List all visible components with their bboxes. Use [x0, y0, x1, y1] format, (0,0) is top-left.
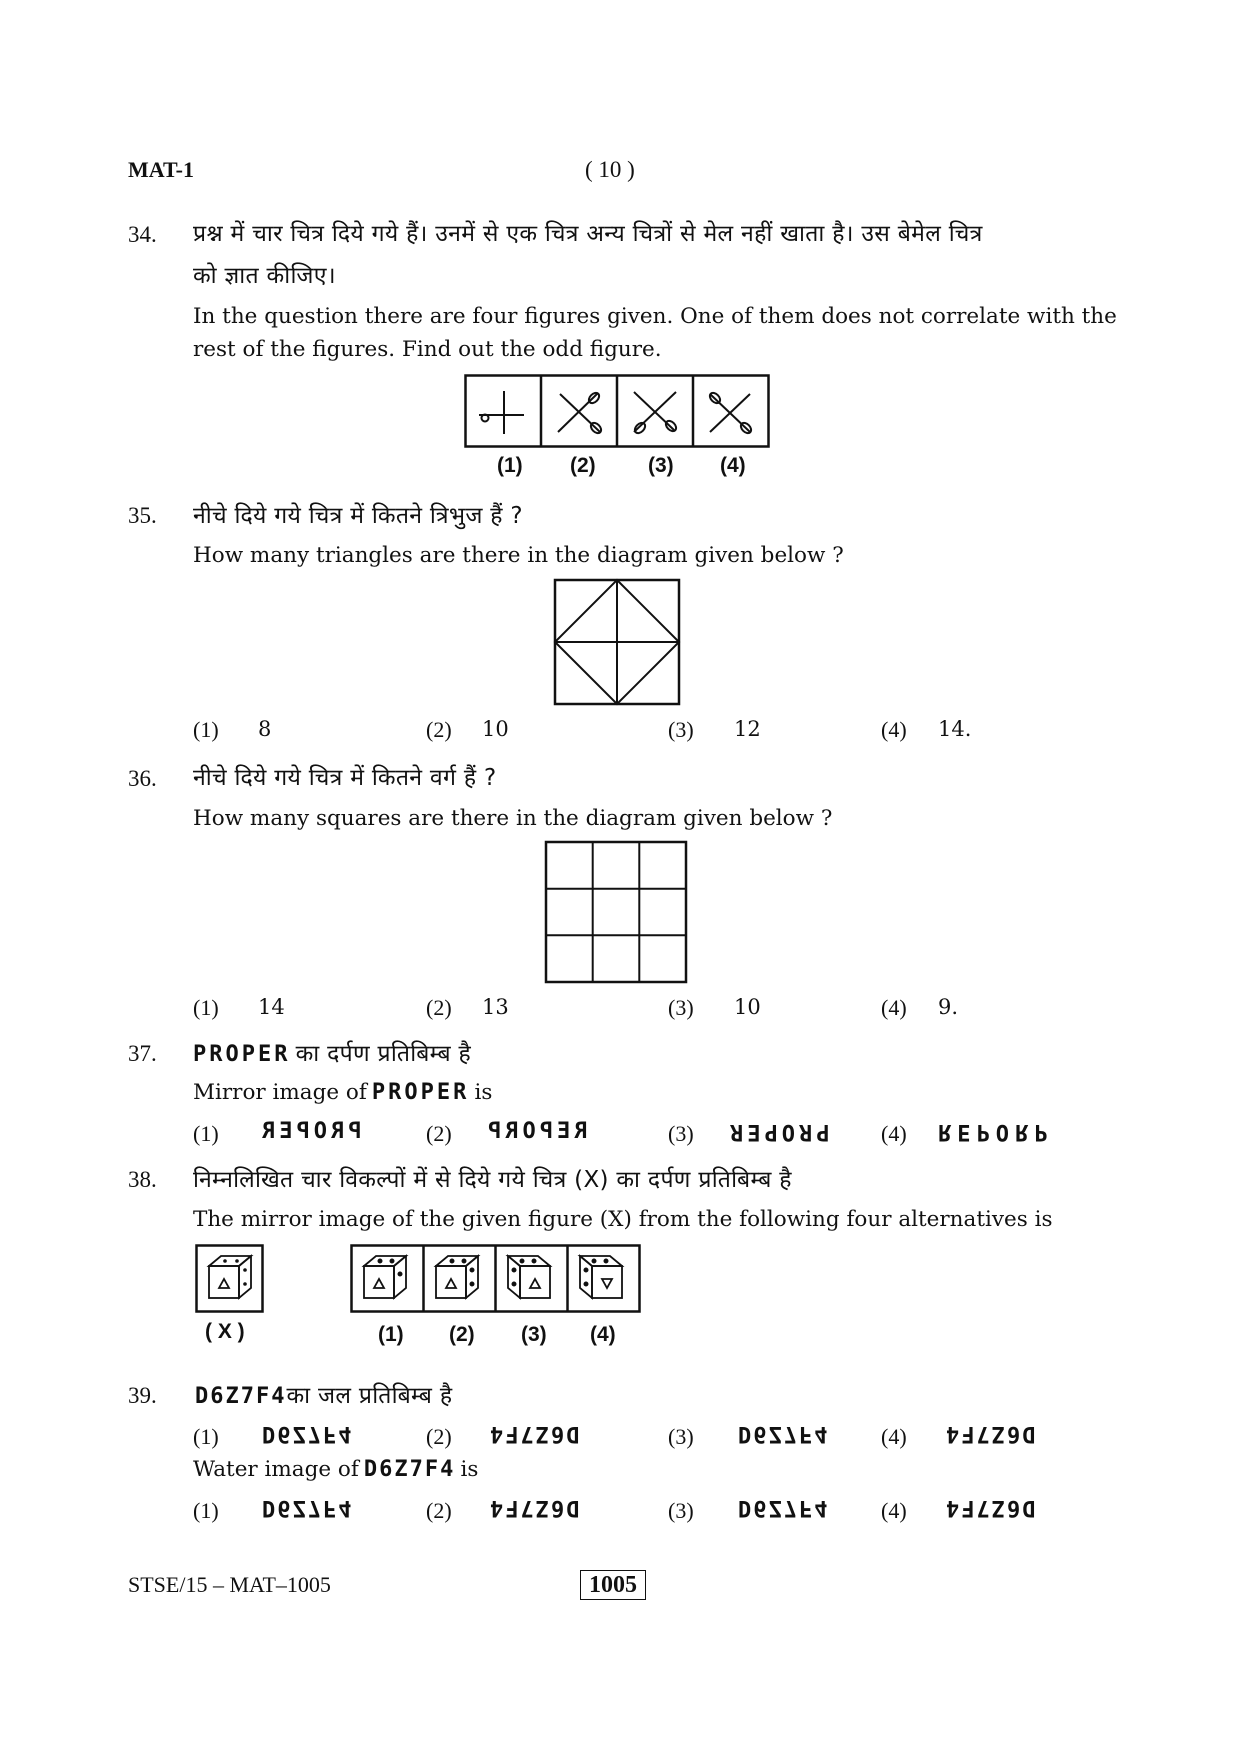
q39a-opt3-value: [738, 1421, 829, 1446]
q34-number: 34.: [128, 222, 157, 247]
q38-label-2: (2): [449, 1323, 475, 1346]
q39-hindi-suffix: का जल प्रतिबिम्ब है: [286, 1383, 453, 1409]
q37-opt2-value: [484, 1119, 587, 1144]
q37-opt2-text: REPORP: [484, 1119, 588, 1144]
q39b-opt4-value: [944, 1495, 1035, 1520]
q35-opt4-label: (4): [881, 717, 907, 742]
q39-hindi: [195, 1378, 452, 1410]
q38-number: 38.: [128, 1167, 157, 1192]
q35-opt2-value: 10: [482, 717, 509, 741]
q34-figure-3: [633, 392, 678, 435]
q34-label-1: (1): [497, 454, 523, 477]
q38-option-4: [580, 1256, 622, 1298]
q37-opt3-label: (3): [668, 1121, 694, 1146]
q39b-opt1-label: (1): [193, 1498, 219, 1523]
q35-hindi: नीचे दिये गये चित्र में कितने त्रिभुज हैं ?: [193, 503, 523, 529]
q39a-opt1-text: D6Z7F4: [262, 1421, 354, 1446]
q37-opt3-text: PROPER: [726, 1119, 830, 1144]
q34-figure-4: [708, 391, 753, 435]
q34-english: In the question there are four figures given. One of them does not correlate with the rest of the figures. Find out the odd figure.: [193, 304, 1117, 362]
q36-hindi: नीचे दिये गये चित्र में कितने वर्ग हैं ?: [193, 765, 497, 791]
q39b-opt2-label: (2): [426, 1498, 452, 1523]
q38-english: The mirror image of the given figure (X) from the following four alternatives is: [193, 1207, 1053, 1232]
q37-english: [193, 1080, 492, 1105]
q39a-opt2-text: D6Z7F4: [488, 1421, 580, 1446]
q39a-opt1-label: (1): [193, 1424, 219, 1449]
q35-number: 35.: [128, 503, 157, 528]
q38-label-3: (3): [521, 1323, 547, 1346]
page-number: ( 10 ): [585, 157, 635, 182]
q39a-opt2-value: [488, 1421, 579, 1446]
q39b-opt3-text: D6Z7F4: [738, 1495, 830, 1520]
q37-opt1-value: [258, 1119, 361, 1144]
q38-option-3: [508, 1256, 550, 1298]
q39-code: D6Z7F4: [195, 1384, 287, 1409]
q37-opt4-value: [938, 1119, 1053, 1144]
q34-figure-2: [558, 391, 603, 435]
q37-opt4-label: (4): [881, 1121, 907, 1146]
q35-opt3-label: (3): [668, 717, 694, 742]
q36-opt1-label: (1): [193, 995, 219, 1020]
q34-label-4: (4): [720, 454, 746, 477]
q37-opt3-value: [726, 1119, 829, 1144]
q39b-opt2-text: D6Z7F4: [488, 1495, 580, 1520]
q37-opt1-label: (1): [193, 1121, 219, 1146]
q36-opt2-label: (2): [426, 995, 452, 1020]
q37-opt4-text: REPORP: [938, 1119, 1054, 1144]
q38-x-label: ( X ): [205, 1320, 245, 1343]
q35-opt1-value: 8: [258, 717, 272, 741]
q37-english-prefix: Mirror image of: [193, 1080, 367, 1105]
q34-figures: [464, 374, 772, 450]
q39a-opt4-text: D6Z7F4: [944, 1421, 1036, 1446]
q38-option-2: [436, 1256, 478, 1298]
q35-opt1-label: (1): [193, 717, 219, 742]
q36-opt2-value: 13: [482, 995, 509, 1019]
q39a-opt3-text: D6Z7F4: [738, 1421, 830, 1446]
q36-opt3-value: 10: [734, 995, 761, 1019]
q38-option-1: [364, 1256, 406, 1298]
q39a-opt4-value: [944, 1421, 1035, 1446]
q39b-opt4-text: D6Z7F4: [944, 1495, 1036, 1520]
q35-diagram: [553, 578, 683, 708]
q39b-opt2-value: [488, 1495, 579, 1520]
q39-number: 39.: [128, 1383, 157, 1408]
q36-opt1-value: 14: [258, 995, 285, 1019]
q34-label-2: (2): [570, 454, 596, 477]
q39-english-suffix: is: [460, 1457, 479, 1482]
q39b-opt3-value: [738, 1495, 829, 1520]
q38-figure-x: [195, 1244, 267, 1316]
q36-english: How many squares are there in the diagram given below ?: [193, 806, 833, 831]
q34-figure-1: [479, 391, 524, 434]
q39-english: [193, 1457, 478, 1482]
q36-opt4-value: 9.: [938, 995, 959, 1019]
q39a-opt2-label: (2): [426, 1424, 452, 1449]
q37-word: PROPER: [193, 1042, 291, 1067]
q38-label-4: (4): [590, 1323, 616, 1346]
q39b-opt1-value: [262, 1495, 353, 1520]
q34-hindi-line2: को ज्ञात कीजिए।: [193, 263, 336, 289]
q35-english: How many triangles are there in the diagram given below ?: [193, 543, 844, 568]
header-code: MAT-1: [128, 157, 194, 182]
footer-code: STSE/15 – MAT–1005: [128, 1572, 331, 1597]
q39b-opt1-text: D6Z7F4: [262, 1495, 354, 1520]
q39b-opt3-label: (3): [668, 1498, 694, 1523]
q37-opt1-text: PROPER: [258, 1119, 362, 1144]
q39a-opt4-label: (4): [881, 1424, 907, 1449]
q39-code-english: D6Z7F4: [363, 1457, 456, 1482]
q34-hindi-line1: प्रश्न में चार चित्र दिये गये हैं। उनमें से एक चित्र अन्य चित्रों से मेल नहीं खाता है। उस बेमेल चित्र: [193, 221, 983, 247]
q39a-opt1-value: [262, 1421, 353, 1446]
q37-number: 37.: [128, 1041, 157, 1066]
q37-hindi-suffix: का दर्पण प्रतिबिम्ब है: [295, 1041, 472, 1067]
q38-label-1: (1): [378, 1323, 404, 1346]
q35-opt4-value: 14.: [938, 717, 972, 741]
q39-english-prefix: Water image of: [193, 1457, 359, 1482]
q36-opt3-label: (3): [668, 995, 694, 1020]
q39b-opt4-label: (4): [881, 1498, 907, 1523]
q36-number: 36.: [128, 766, 157, 791]
q39a-opt3-label: (3): [668, 1424, 694, 1449]
q37-english-suffix: is: [474, 1080, 493, 1105]
q37-word-english: PROPER: [371, 1080, 470, 1105]
q37-hindi: [193, 1036, 471, 1068]
footer-page-box: 1005: [580, 1570, 646, 1600]
q35-opt3-value: 12: [734, 717, 761, 741]
q34-label-3: (3): [648, 454, 674, 477]
q37-opt2-label: (2): [426, 1121, 452, 1146]
q35-opt2-label: (2): [426, 717, 452, 742]
q36-opt4-label: (4): [881, 995, 907, 1020]
q38-options: [350, 1244, 644, 1316]
q36-diagram: [544, 840, 688, 984]
q38-hindi: निम्नलिखित चार विकल्पों में से दिये गये चित्र (X) का दर्पण प्रतिबिम्ब है: [193, 1167, 792, 1193]
